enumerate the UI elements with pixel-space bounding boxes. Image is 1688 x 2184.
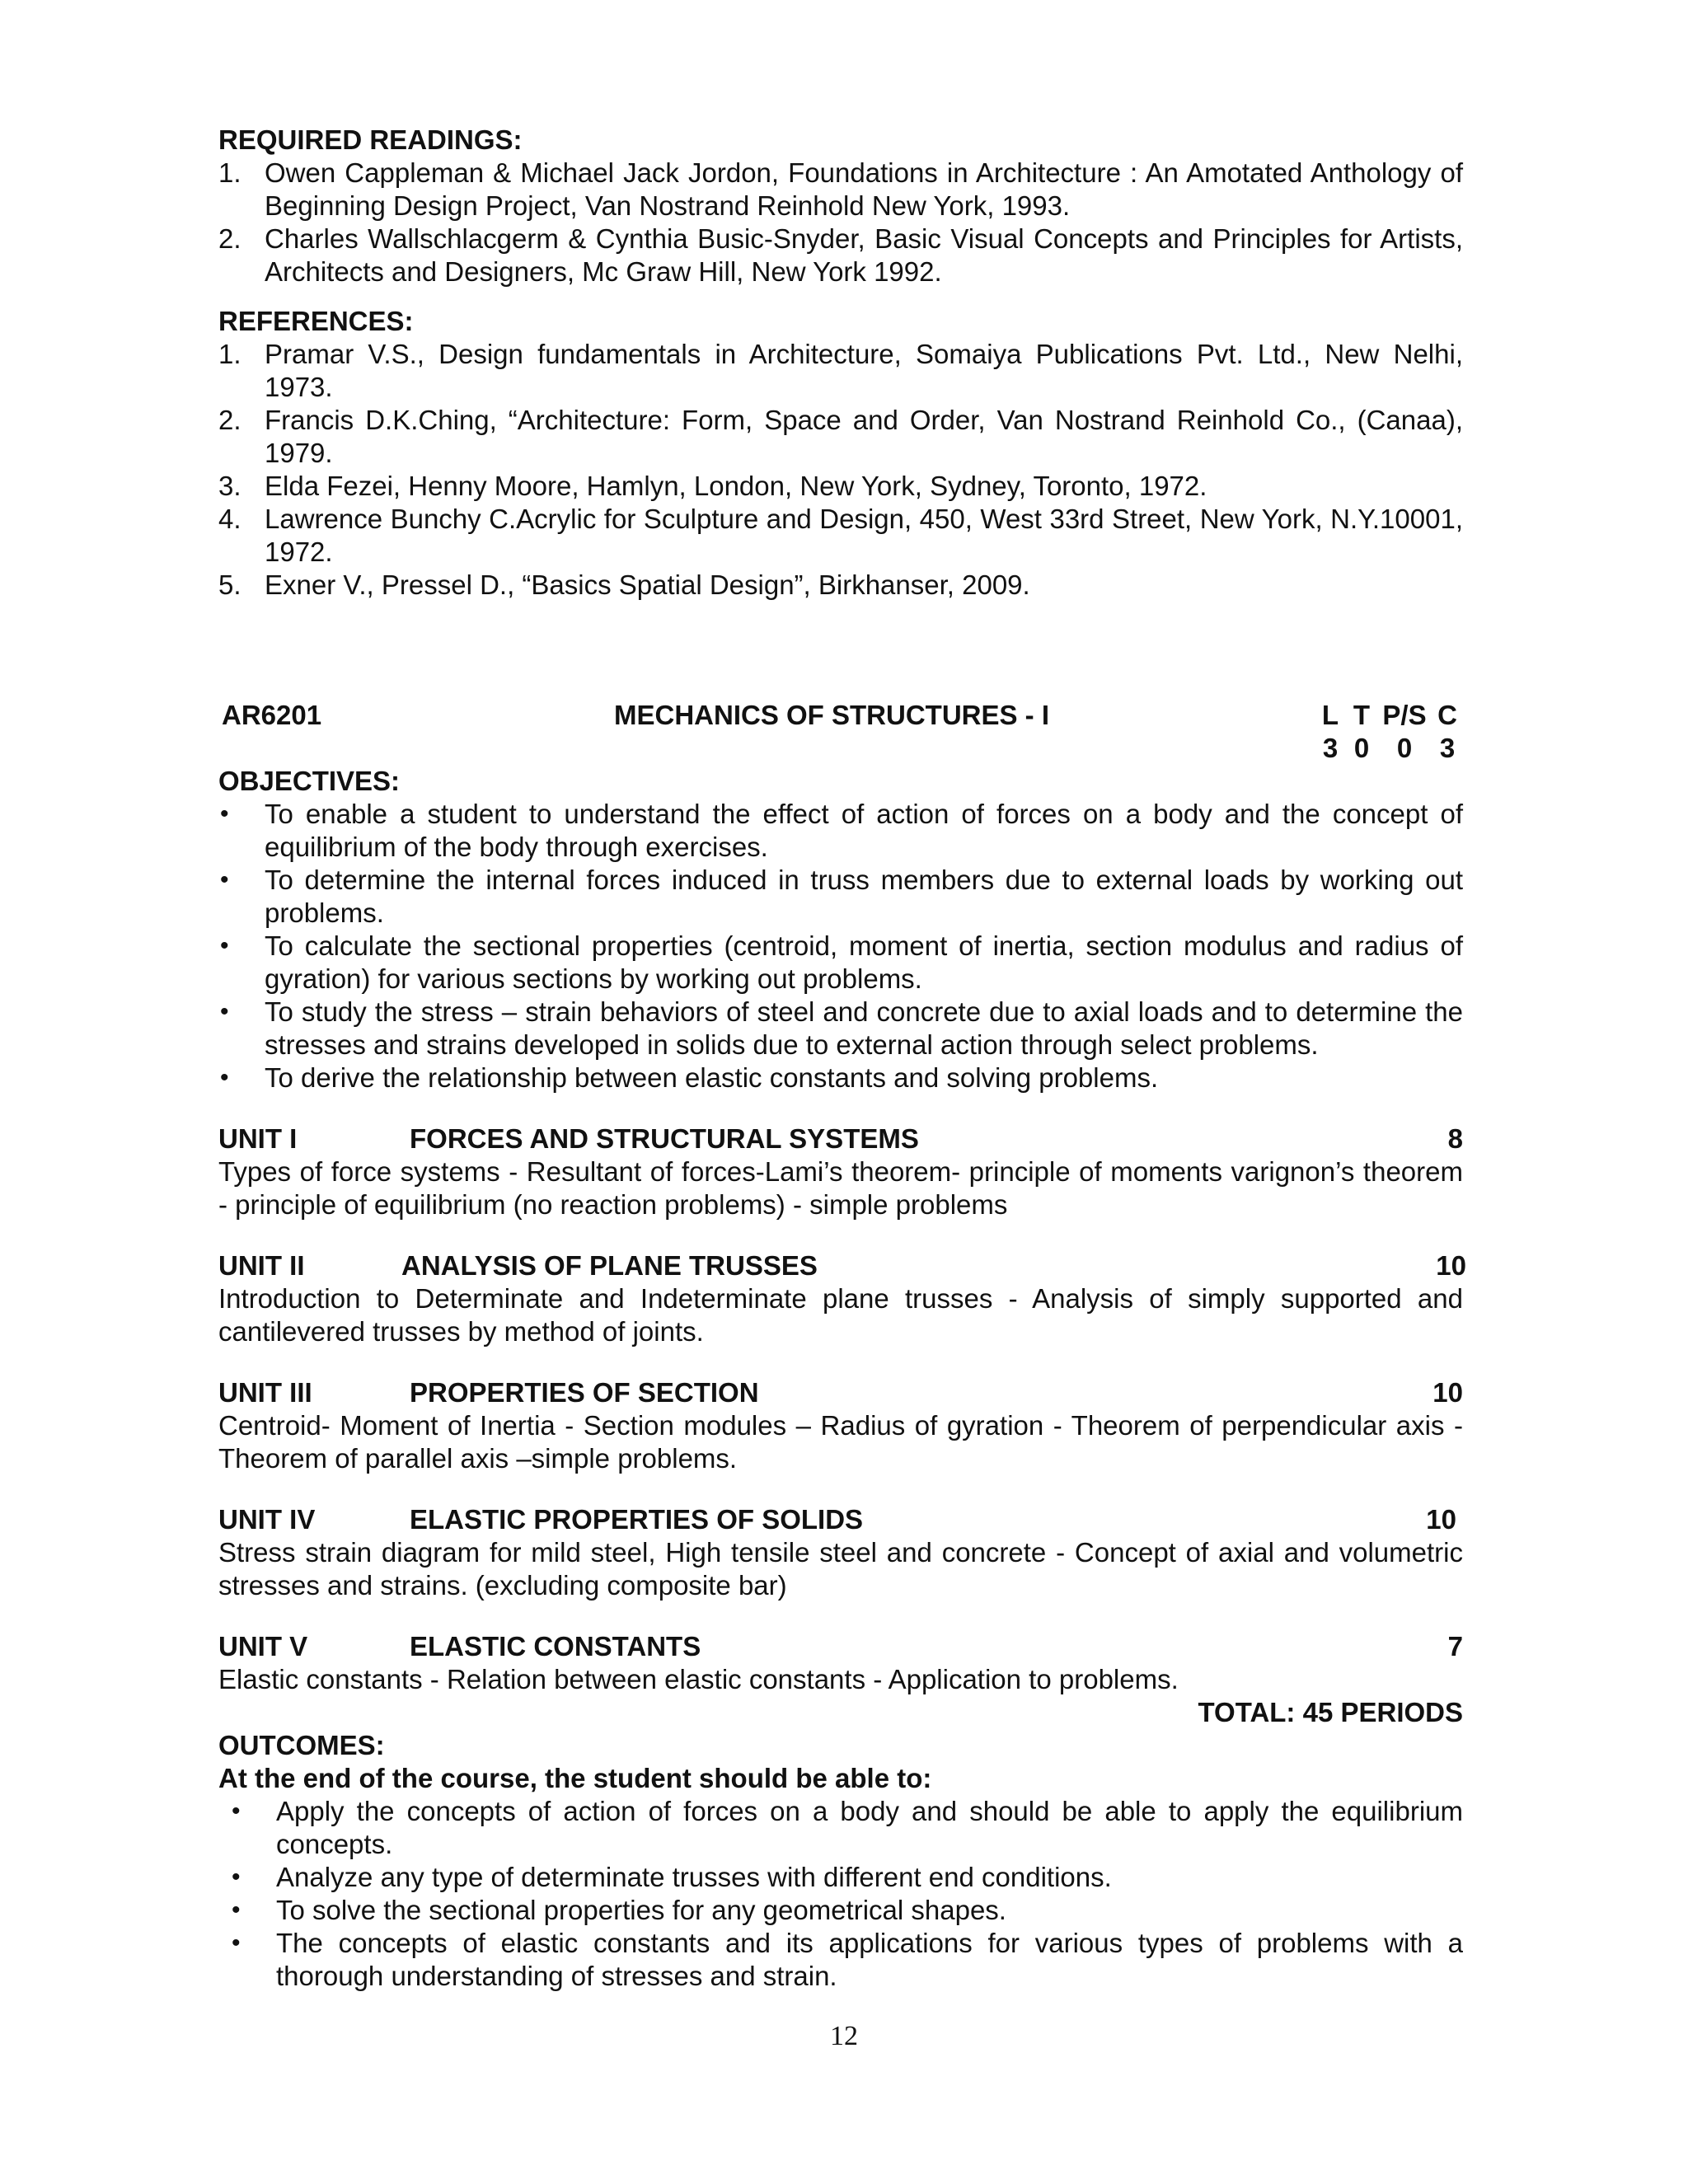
item-text: Owen Cappleman & Michael Jack Jordon, Foundations in Architecture : An Amotated Anthology of Beginning Design Project, Van Nostrand Reinhold New York, 1993.: [265, 157, 1463, 221]
item-number: 2.: [218, 223, 241, 254]
outcomes-lead: At the end of the course, the student should be able to:: [218, 1763, 932, 1793]
item-number: 1.: [218, 339, 241, 369]
list-item: [218, 798, 1463, 864]
references-list: [218, 338, 1463, 602]
course-title: MECHANICS OF STRUCTURES - I: [614, 700, 1049, 730]
bullet-icon: •: [232, 1929, 241, 1957]
item-number: 4.: [218, 504, 241, 534]
item-text: Exner V., Pressel D., “Basics Spatial Design”, Birkhanser, 2009.: [265, 569, 1030, 600]
outcomes-list: [218, 1795, 1463, 1993]
bullet-icon: •: [220, 998, 229, 1025]
references-section: [218, 305, 1463, 602]
list-item: [218, 1861, 1463, 1894]
item-text: To study the stress – strain behaviors of steel and concrete due to axial loads and to determine the stresses and strains developed in solids due to external action through select problems.: [265, 996, 1463, 1060]
ltpc-label: C: [1437, 700, 1457, 730]
item-number: 1.: [218, 157, 241, 188]
document-page: [218, 124, 1466, 1993]
unit-body: Centroid- Moment of Inertia - Section modules – Radius of gyration - Theorem of perpendicular axis - Theorem of parallel axis –simple problems.: [218, 1410, 1463, 1474]
item-text: The concepts of elastic constants and its applications for various types of problems with a thorough understanding of stresses and strain.: [276, 1928, 1463, 1991]
ltpc-label: T: [1353, 700, 1371, 730]
course-title-row: [218, 699, 1463, 732]
ltpc-label: L: [1321, 700, 1339, 730]
unit-hours: 10: [1426, 1504, 1456, 1535]
unit-body: Types of force systems - Resultant of forces-Lami’s theorem- principle of moments varignon’s theorem - principle of equilibrium (no reaction problems) - simple problems: [218, 1156, 1463, 1220]
list-item: [218, 223, 1463, 288]
item-text: To derive the relationship between elastic constants and solving problems.: [265, 1062, 1159, 1093]
bullet-icon: •: [220, 866, 229, 893]
objectives-section: [218, 765, 1463, 1094]
list-item: [218, 930, 1463, 996]
unit-hours: 10: [1432, 1377, 1463, 1408]
unit-number: UNIT II: [218, 1250, 305, 1281]
unit-number: UNIT III: [218, 1377, 312, 1408]
item-text: To solve the sectional properties for any geometrical shapes.: [276, 1895, 1006, 1925]
item-text: To calculate the sectional properties (centroid, moment of inertia, section modulus and radius of gyration) for various sections by working out problems.: [265, 930, 1463, 994]
unit-body: Elastic constants - Relation between elastic constants - Application to problems.: [218, 1664, 1179, 1694]
required-readings-list: [218, 157, 1463, 288]
unit-title: ANALYSIS OF PLANE TRUSSES: [401, 1250, 818, 1281]
list-item: [218, 1927, 1463, 1993]
ltpc-value: 0: [1396, 733, 1413, 763]
unit-section: [218, 1122, 1463, 1221]
item-text: Pramar V.S., Design fundamentals in Architecture, Somaiya Publications Pvt. Ltd., New Nelhi, 1973.: [265, 339, 1463, 402]
unit-title: ELASTIC PROPERTIES OF SOLIDS: [410, 1504, 864, 1535]
item-text: Apply the concepts of action of forces on a body and should be able to apply the equilibrium concepts.: [276, 1796, 1463, 1859]
item-text: Francis D.K.Ching, “Architecture: Form, Space and Order, Van Nostrand Reinhold Co., (Canaa), 1979.: [265, 405, 1463, 468]
item-number: 3.: [218, 471, 241, 501]
item-text: Charles Wallschlacgerm & Cynthia Busic-Snyder, Basic Visual Concepts and Principles for Artists, Architects and Designers, Mc Graw Hill, New York 1992.: [265, 223, 1463, 287]
list-item: [218, 1894, 1463, 1927]
unit-body: Stress strain diagram for mild steel, High tensile steel and concrete - Concept of axial and volumetric stresses and strains. (excluding composite bar): [218, 1537, 1463, 1601]
item-text: Analyze any type of determinate trusses with different end conditions.: [276, 1862, 1112, 1892]
course-code: AR6201: [222, 700, 322, 730]
bullet-icon: •: [220, 800, 229, 827]
total-periods: TOTAL: 45 PERIODS: [1198, 1697, 1463, 1727]
outcomes-heading: OUTCOMES:: [218, 1730, 385, 1760]
unit-number: UNIT IV: [218, 1504, 316, 1535]
ltpc-value: 0: [1353, 733, 1370, 763]
unit-number: UNIT V: [218, 1631, 308, 1661]
unit-heading: [218, 1249, 1466, 1282]
ltpc-value: 3: [1322, 733, 1339, 763]
unit-title: PROPERTIES OF SECTION: [410, 1377, 759, 1408]
list-item: [218, 569, 1463, 602]
list-item: [218, 338, 1463, 404]
bullet-icon: •: [232, 1863, 241, 1891]
unit-section: [218, 1376, 1463, 1475]
outcomes-section: [218, 1729, 1463, 1993]
ltpc-labels: [1315, 699, 1463, 732]
list-item: [218, 470, 1463, 503]
page-number: 12: [830, 2021, 858, 2051]
item-text: To enable a student to understand the effect of action of forces on a body and the concept of equilibrium of the body through exercises.: [265, 799, 1463, 862]
course-credits-row: [218, 732, 1463, 765]
ltpc-values: [1315, 732, 1463, 765]
bullet-icon: •: [232, 1896, 241, 1924]
unit-heading: [218, 1503, 1463, 1536]
list-item: [218, 1062, 1463, 1094]
required-readings-heading: REQUIRED READINGS:: [218, 124, 523, 155]
course-header: [218, 699, 1463, 765]
unit-heading: [218, 1122, 1463, 1155]
unit-title: FORCES AND STRUCTURAL SYSTEMS: [410, 1123, 919, 1154]
item-number: 5.: [218, 569, 241, 600]
unit-section: [218, 1503, 1463, 1602]
unit-hours: 10: [1436, 1250, 1466, 1281]
list-item: [218, 864, 1463, 930]
required-readings-section: [218, 124, 1463, 288]
objectives-list: [218, 798, 1463, 1094]
unit-body: Introduction to Determinate and Indeterminate plane trusses - Analysis of simply supported and cantilevered trusses by method of joints.: [218, 1283, 1463, 1347]
bullet-icon: •: [220, 1064, 229, 1091]
unit-heading: [218, 1376, 1463, 1409]
item-text: Lawrence Bunchy C.Acrylic for Sculpture and Design, 450, West 33rd Street, New York, N.Y.10001, 1972.: [265, 504, 1463, 567]
ltpc-label: P/S: [1382, 700, 1427, 730]
unit-title: ELASTIC CONSTANTS: [410, 1631, 701, 1661]
objectives-heading: OBJECTIVES:: [218, 766, 401, 796]
unit-section: [218, 1630, 1463, 1696]
bullet-icon: •: [220, 932, 229, 959]
list-item: [218, 157, 1463, 223]
list-item: [218, 503, 1463, 569]
ltpc-value: 3: [1439, 733, 1456, 763]
item-text: To determine the internal forces induced in truss members due to external loads by working out problems.: [265, 865, 1463, 928]
item-number: 2.: [218, 405, 241, 435]
unit-hours: 8: [1447, 1123, 1463, 1154]
item-text: Elda Fezei, Henny Moore, Hamlyn, London, New York, Sydney, Toronto, 1972.: [265, 471, 1207, 501]
references-heading: REFERENCES:: [218, 306, 414, 336]
bullet-icon: •: [232, 1797, 241, 1825]
unit-heading: [218, 1630, 1463, 1663]
unit-number: UNIT I: [218, 1123, 298, 1154]
list-item: [218, 996, 1463, 1062]
list-item: [218, 1795, 1463, 1861]
unit-hours: 7: [1447, 1631, 1463, 1661]
list-item: [218, 404, 1463, 470]
unit-section: [218, 1249, 1466, 1348]
